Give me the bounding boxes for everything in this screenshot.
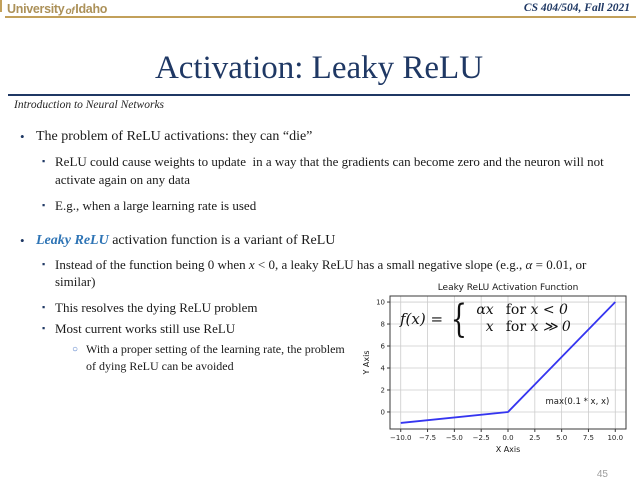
math-x: x	[248, 256, 255, 272]
formula-for: for	[505, 319, 531, 335]
leaky-relu-formula	[400, 296, 571, 342]
university-of-idaho-logo	[7, 2, 107, 16]
bullet-item	[20, 232, 620, 250]
bullet-text: The problem of ReLU activations: they can “die”	[36, 129, 313, 144]
sub-sub-bullet-text: With a proper setting of the learning rate, the problem of dying ReLU can be avoided	[86, 341, 348, 373]
x-tick-label: −10.0	[390, 434, 412, 442]
y-tick-label: 8	[380, 320, 385, 329]
formula-value: αx	[476, 302, 494, 318]
formula-case-row	[471, 319, 571, 336]
slide-title: Activation: Leaky ReLU	[154, 50, 484, 86]
sub-bullet-text: E.g., when a large learning rate is used	[55, 198, 257, 213]
formula-brace-icon: {	[450, 296, 467, 342]
x-tick-label: −7.5	[419, 434, 437, 442]
y-tick-label: 4	[380, 364, 385, 373]
page-number: 45	[596, 469, 608, 480]
section-subtitle: Introduction to Neural Networks	[14, 99, 165, 111]
formula-cond-text: x < 0	[530, 302, 568, 318]
formula-cond-text: x ≫ 0	[530, 319, 571, 335]
y-tick-label: 10	[376, 298, 385, 307]
formula-case-row	[471, 302, 571, 319]
x-tick-label: −5.0	[445, 434, 463, 442]
sub-bullet-text: ReLU could cause weights to update in a way that the gradients can become zero and the neuron will not activate again on any data	[55, 154, 607, 187]
square-bullet-icon: ▪	[42, 301, 46, 312]
bullet-item	[20, 128, 620, 146]
text-part: = 0.01, or similar)	[55, 256, 590, 289]
y-axis-label: Y Axis	[362, 350, 371, 375]
bullet-text	[36, 232, 335, 250]
x-tick-label: −2.5	[472, 434, 490, 442]
x-tick-label: 7.5	[582, 434, 595, 442]
bullet-text-rest: activation function is a variant of ReLU	[108, 232, 336, 248]
sub-bullet-text: This resolves the dying ReLU problem	[55, 299, 258, 315]
x-tick-label: 10.0	[607, 434, 624, 442]
formula-value: x	[485, 319, 494, 335]
square-bullet-icon: ▪	[42, 323, 46, 333]
formula-condition	[506, 302, 568, 319]
sub-bullet-item	[20, 197, 620, 215]
x-axis-label: X Axis	[495, 445, 521, 454]
header-divider	[5, 16, 636, 18]
gold-edge-mark	[0, 0, 2, 12]
sub-bullet-item	[20, 153, 620, 188]
y-tick-label: 0	[380, 408, 385, 417]
x-tick-label: 5.0	[556, 434, 568, 442]
circle-bullet-icon: ○	[72, 343, 79, 355]
formula-cases	[471, 302, 571, 336]
activation-chart	[362, 276, 636, 456]
x-tick-label: 2.5	[529, 434, 541, 442]
y-tick-label: 6	[380, 342, 385, 351]
formula-condition	[506, 319, 571, 336]
chart-title: Leaky ReLU Activation Function	[437, 283, 579, 293]
y-tick-label: 2	[380, 386, 385, 395]
text-part: < 0, a leaky ReLU has a small negative slope (e.g.,	[254, 256, 526, 272]
square-bullet-icon: ▪	[42, 258, 46, 269]
title-divider	[8, 94, 630, 96]
course-label: CS 404/504, Fall 2021	[523, 2, 630, 14]
formula-lhs: f(x) =	[400, 310, 444, 328]
formula-for: for	[505, 302, 531, 318]
sub-bullet-text: Most current works still use ReLU	[55, 321, 236, 336]
chart-annotation: max(0.1 * x, x)	[545, 397, 610, 408]
bullet-icon: •	[20, 129, 25, 144]
logo-of: of	[65, 5, 75, 17]
x-tick-label: 0.0	[502, 434, 514, 442]
bullet-icon: •	[20, 232, 25, 248]
square-bullet-icon: ▪	[42, 156, 46, 166]
math-alpha: α	[525, 256, 533, 272]
logo-university: University	[7, 2, 65, 16]
logo-idaho: Idaho	[75, 2, 108, 16]
square-bullet-icon: ▪	[42, 200, 46, 210]
text-part: Instead of the function being 0 when	[55, 256, 249, 272]
leaky-relu-highlight: Leaky ReLU	[36, 232, 109, 248]
